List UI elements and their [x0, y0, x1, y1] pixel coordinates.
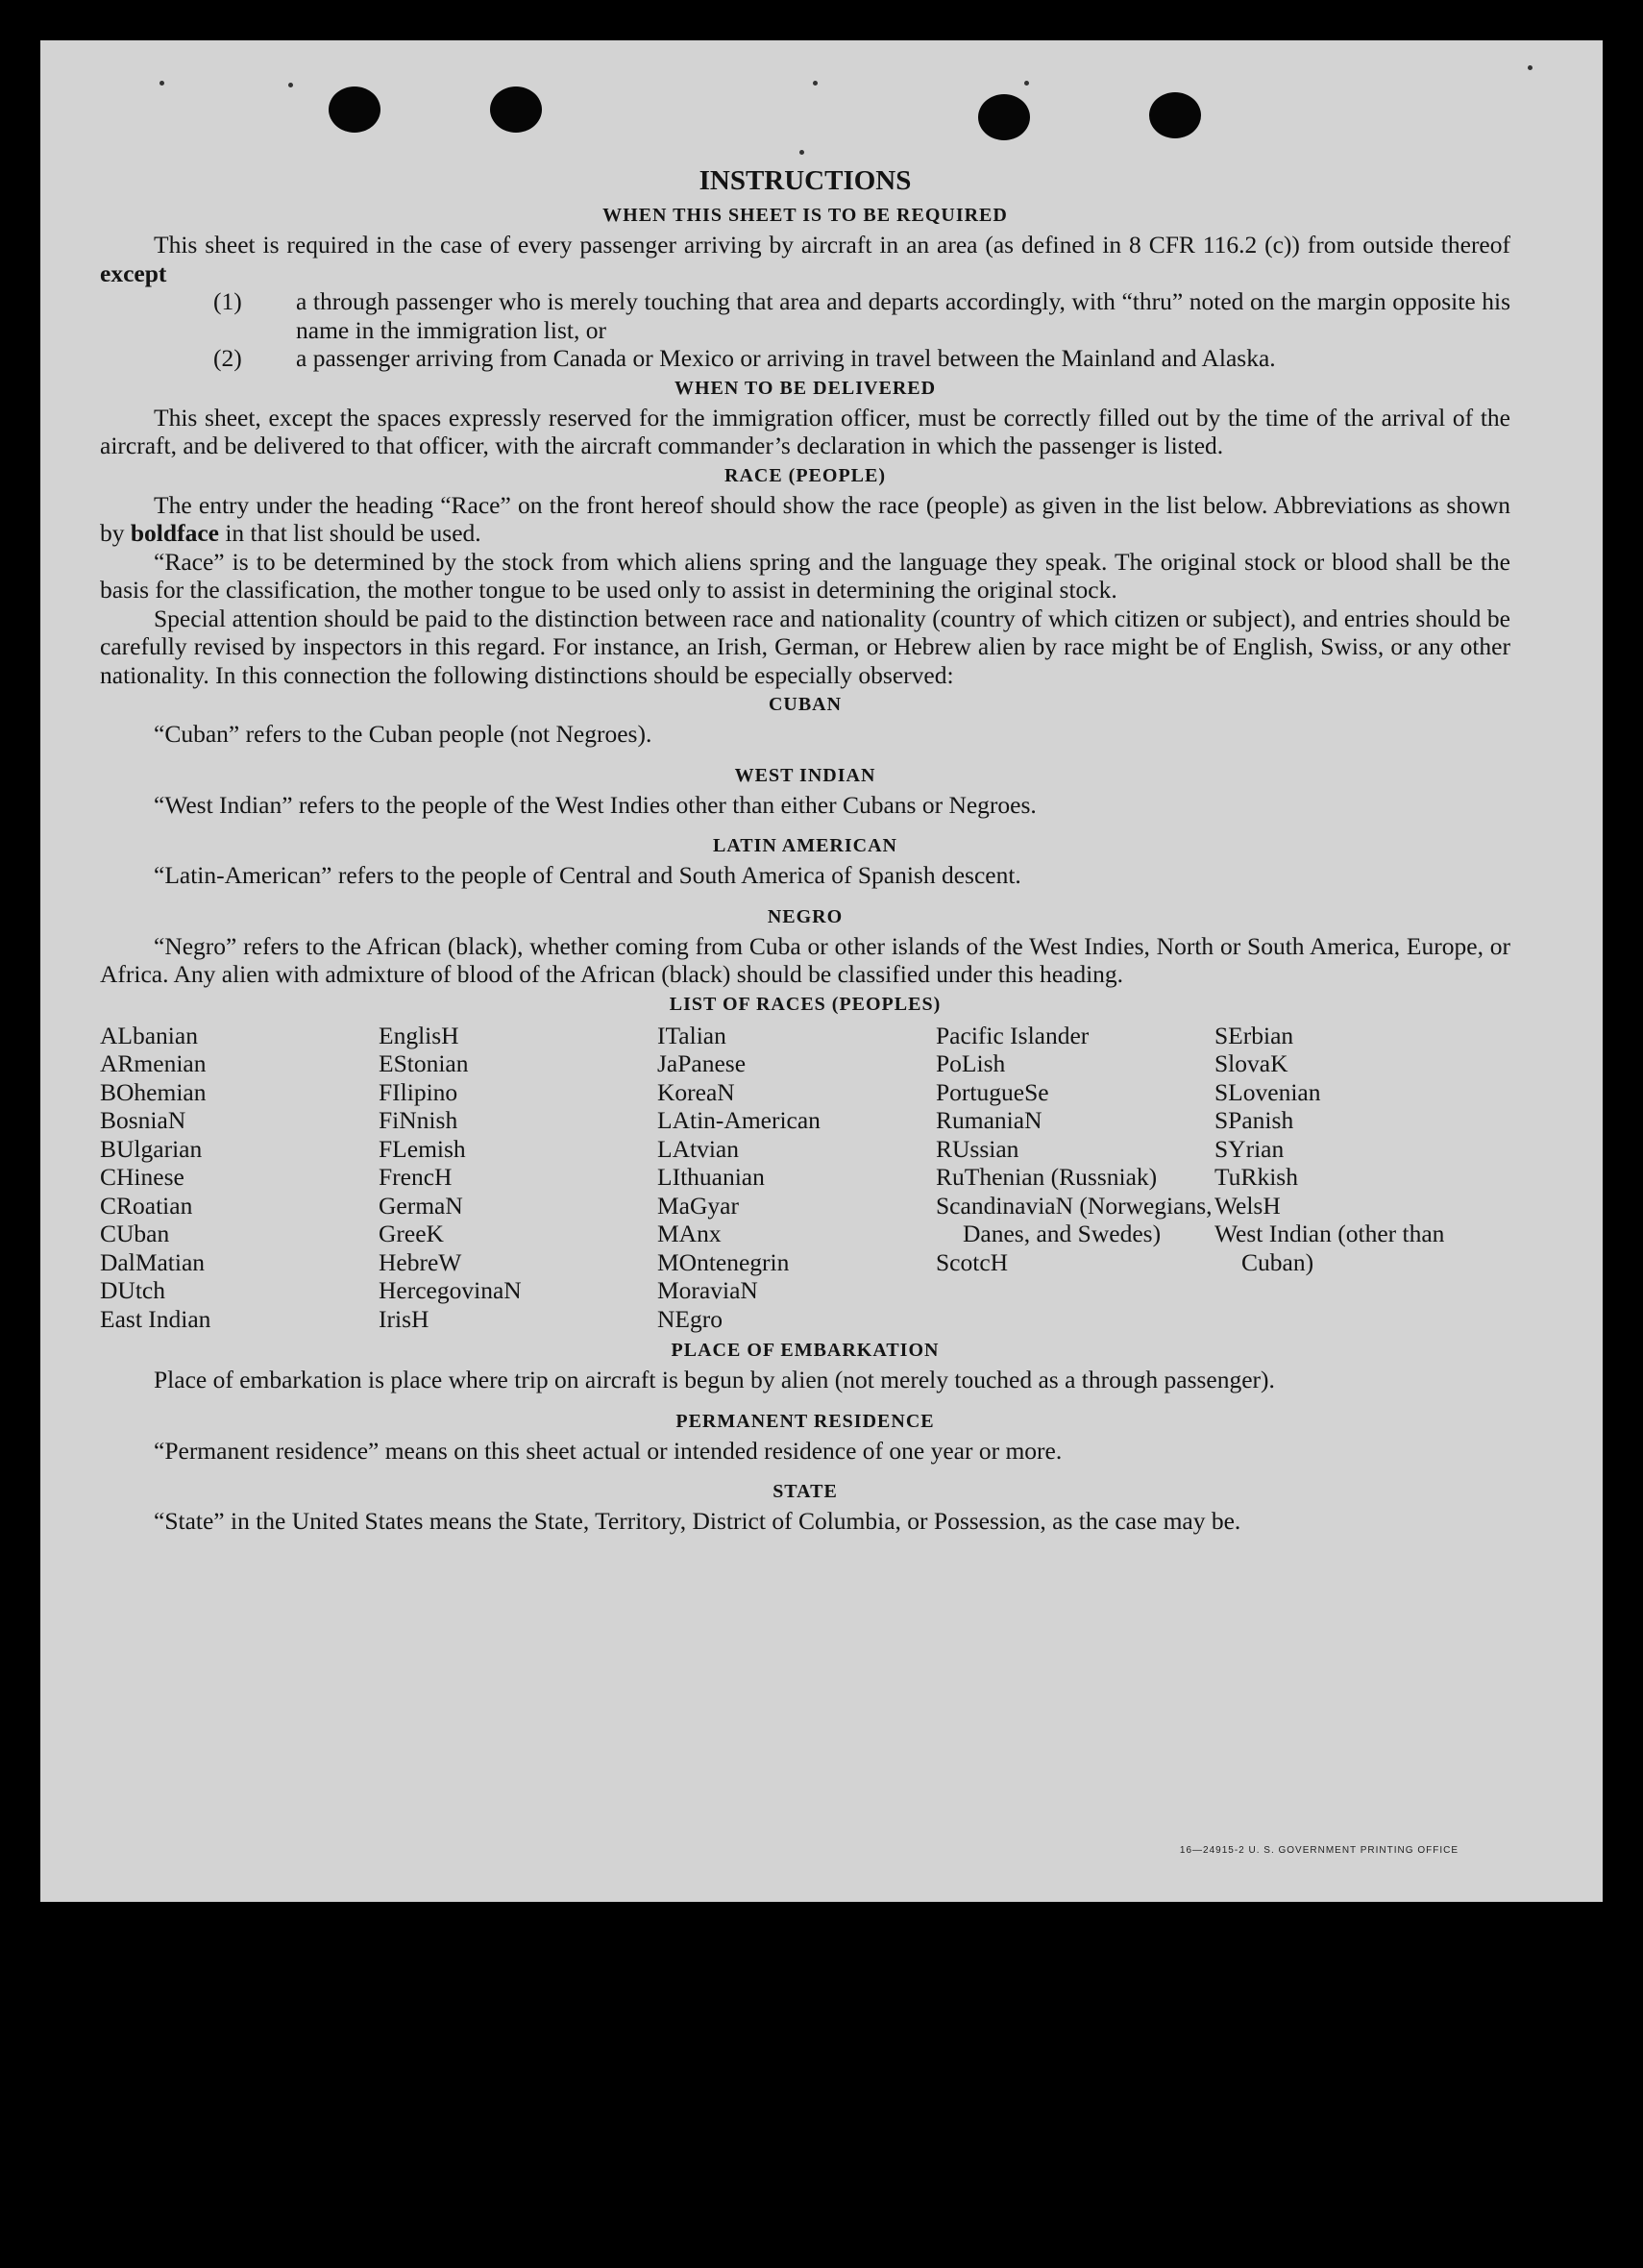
race-entry: CUban — [100, 1220, 170, 1247]
race-entry: EnglisH — [379, 1021, 459, 1049]
speck — [288, 83, 293, 87]
paragraph-delivered: This sheet, except the spaces expressly reserved for the immigration officer, must be correctly filled out by the time of the arrival of the aircraft, and be delivered to that officer, with the aircraft commander’s declaration in which the passenger is listed. — [100, 403, 1510, 459]
speck — [1528, 65, 1533, 70]
punch-hole — [978, 94, 1030, 140]
race-entry: ScandinaviaN (Norwegians, Danes, and Swedes) — [936, 1191, 1213, 1247]
race-entry: CRoatian — [100, 1191, 193, 1220]
race-entry: SLovenian — [1214, 1077, 1321, 1106]
race-entry: FrencH — [379, 1163, 453, 1191]
race-column — [1214, 1022, 1493, 1334]
race-column — [100, 1022, 379, 1334]
race-entry: EStonian — [379, 1049, 469, 1077]
heading-race: RACE (PEOPLE) — [724, 464, 886, 486]
punch-hole — [1149, 92, 1201, 138]
race-list — [100, 1022, 1510, 1334]
speck — [1024, 81, 1029, 86]
race-entry: RumaniaN — [936, 1106, 1042, 1134]
paragraph-negro: “Negro” refers to the African (black), whether coming from Cuba or other islands of the West Indies, North or South America, Europe, or Africa. Any alien with admixture of blood of the African (black) should be classified under this heading. — [100, 931, 1510, 988]
list-item: (1) a through passenger who is merely touching that area and departs accordingly, with “thru” noted on the margin opposite his name in the immigration list, or — [213, 287, 1510, 344]
heading-embarkation: PLACE OF EMBARKATION — [671, 1340, 940, 1361]
speck — [799, 150, 804, 155]
race-entry: DalMatian — [100, 1247, 206, 1276]
race-entry: East Indian — [100, 1304, 211, 1333]
speck — [159, 81, 164, 86]
race-entry: MAnx — [657, 1220, 722, 1247]
race-entry: ITalian — [657, 1021, 726, 1049]
race-entry: GreeK — [379, 1220, 444, 1247]
race-entry: SYrian — [1214, 1134, 1285, 1163]
race-entry: West Indian (other than Cuban) — [1214, 1220, 1445, 1276]
paragraph-cuban: “Cuban” refers to the Cuban people (not Negroes). — [154, 720, 652, 748]
page-title: INSTRUCTIONS — [699, 165, 912, 196]
paragraph-race-1: The entry under the heading “Race” on the front hereof should show the race (people) as given in the list below. Abbreviations as shown by boldface in that list should be used. — [100, 490, 1510, 547]
race-entry: ScotcH — [936, 1247, 1009, 1276]
race-entry: FiNnish — [379, 1106, 458, 1134]
speck — [813, 81, 818, 86]
race-entry: RuThenian (Russniak) — [936, 1163, 1158, 1191]
paragraph-latin-american: “Latin-American” refers to the people of Central and South America of Spanish descent. — [154, 861, 1021, 889]
race-entry: IrisH — [379, 1304, 429, 1333]
race-entry: TuRkish — [1214, 1163, 1298, 1191]
paragraph-state: “State” in the United States means the State, Territory, District of Columbia, or Possession, as the case may be. — [154, 1507, 1241, 1535]
race-entry: SPanish — [1214, 1106, 1294, 1134]
punch-hole — [329, 86, 380, 133]
race-entry: BosniaN — [100, 1106, 186, 1134]
race-entry: LIthuanian — [657, 1163, 765, 1191]
race-entry: PortugueSe — [936, 1077, 1049, 1106]
race-entry: MoraviaN — [657, 1276, 758, 1304]
heading-west-indian: WEST INDIAN — [734, 764, 876, 786]
race-entry: FLemish — [379, 1134, 466, 1163]
race-entry: LAtvian — [657, 1134, 739, 1163]
race-entry: LAtin-American — [657, 1106, 821, 1134]
race-entry: HebreW — [379, 1247, 462, 1276]
exception-list — [100, 287, 1510, 373]
race-entry: CHinese — [100, 1163, 184, 1191]
paragraph-race-2: “Race” is to be determined by the stock from which aliens spring and the language they speak. The original stock or blood shall be the basis for the classification, the mother tongue to be used only to assist in determining the original stock. — [100, 547, 1510, 604]
race-entry: ARmenian — [100, 1049, 207, 1077]
race-entry: Pacific Islander — [936, 1021, 1090, 1049]
race-entry: JaPanese — [657, 1049, 747, 1077]
race-entry: BUlgarian — [100, 1134, 203, 1163]
document-page — [40, 40, 1603, 1902]
punch-hole — [490, 86, 542, 133]
heading-residence: PERMANENT RESIDENCE — [675, 1410, 935, 1432]
race-entry: PoLish — [936, 1049, 1006, 1077]
heading-state: STATE — [772, 1481, 838, 1502]
race-column — [936, 1022, 1214, 1334]
list-item: (2) a passenger arriving from Canada or Mexico or arriving in travel between the Mainland and Alaska. — [213, 344, 1276, 372]
heading-delivered: WHEN TO BE DELIVERED — [674, 377, 937, 399]
race-entry: WelsH — [1214, 1191, 1281, 1220]
race-entry: DUtch — [100, 1276, 165, 1304]
heading-required: WHEN THIS SHEET IS TO BE REQUIRED — [602, 205, 1008, 226]
paragraph-residence: “Permanent residence” means on this sheet actual or intended residence of one year or more. — [154, 1436, 1063, 1465]
paragraph-west-indian: “West Indian” refers to the people of the West Indies other than either Cubans or Negroes. — [154, 790, 1037, 819]
race-entry: HercegovinaN — [379, 1276, 522, 1304]
race-column — [379, 1022, 657, 1334]
heading-latin-american: LATIN AMERICAN — [713, 835, 897, 856]
heading-race-list: LIST OF RACES (PEOPLES) — [669, 993, 942, 1015]
paragraph-required: This sheet is required in the case of every passenger arriving by aircraft in an area (as defined in 8 CFR 116.2 (c)) from outside thereof except — [100, 231, 1510, 287]
race-column — [657, 1022, 936, 1334]
paragraph-race-3: Special attention should be paid to the distinction between race and nationality (country of which citizen or subject), and entries should be carefully revised by inspectors in this regard. For instance, an Irish, German, or Hebrew alien by race might be of English, Swiss, or any other nationality. In this connection the following distinctions should be especially observed: — [100, 604, 1510, 689]
race-entry: ALbanian — [100, 1021, 198, 1049]
race-entry: SlovaK — [1214, 1049, 1288, 1077]
race-entry: MaGyar — [657, 1191, 739, 1220]
heading-cuban: CUBAN — [768, 694, 843, 715]
race-entry: KoreaN — [657, 1077, 735, 1106]
heading-negro: NEGRO — [767, 905, 844, 927]
race-entry: BOhemian — [100, 1077, 207, 1106]
printing-office-note: 16—24915-2 U. S. GOVERNMENT PRINTING OFFICE — [1179, 1845, 1459, 1856]
race-entry: GermaN — [379, 1191, 463, 1220]
race-entry: NEgro — [657, 1304, 723, 1333]
paragraph-embarkation: Place of embarkation is place where trip on aircraft is begun by alien (not merely touched as a through passenger). — [154, 1366, 1275, 1393]
instructions-body — [100, 163, 1510, 1536]
race-entry: RUssian — [936, 1134, 1019, 1163]
race-entry: SErbian — [1214, 1021, 1294, 1049]
race-entry: FIlipino — [379, 1077, 458, 1106]
race-entry: MOntenegrin — [657, 1247, 790, 1276]
